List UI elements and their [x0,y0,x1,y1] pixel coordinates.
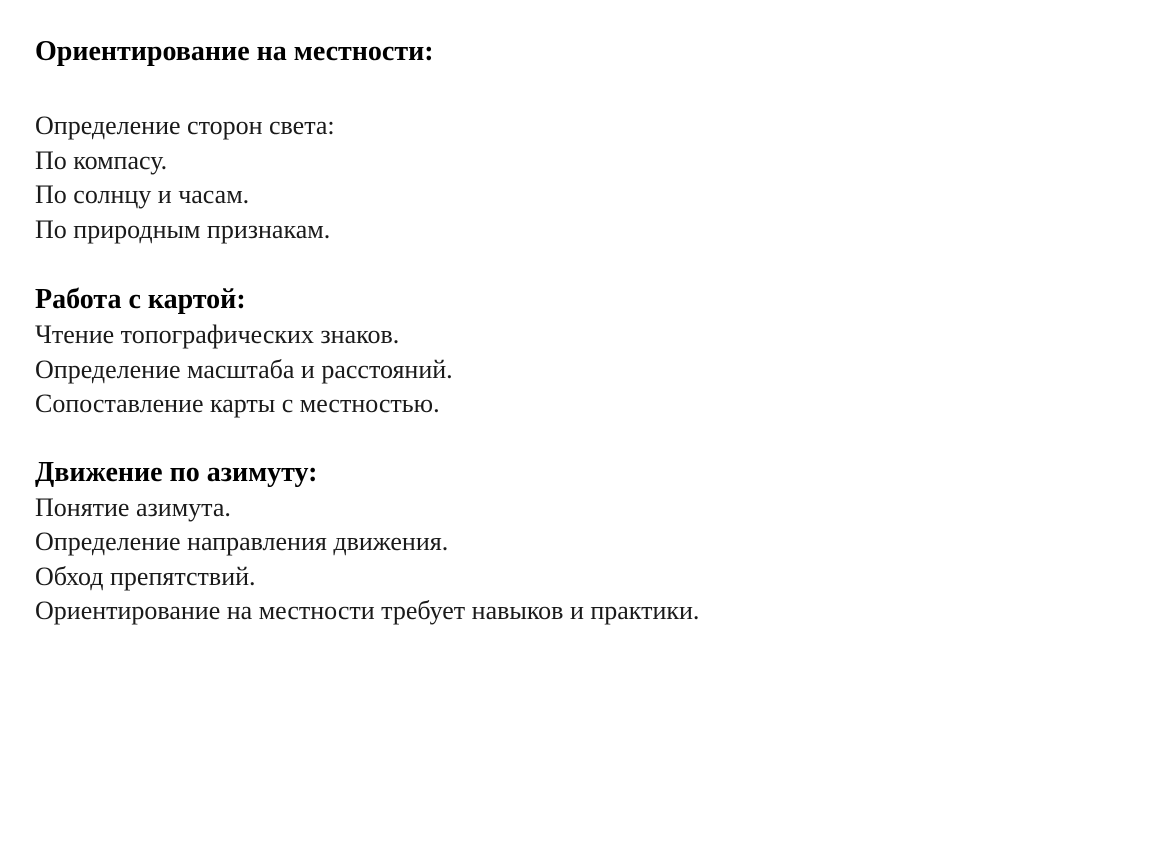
text-line: Понятие азимута. [35,492,231,522]
section-heading: Работа с картой: [35,284,246,315]
text-line: По компасу. [35,145,168,175]
text-line: Чтение топографических знаков. [35,320,400,349]
text-line: По солнцу и часам. [35,180,250,209]
section-cardinal-directions [35,109,1115,247]
text-line: Обход препятствий. [35,561,256,591]
text-line: Определение сторон света: [35,111,335,140]
spacer [35,422,1115,455]
section-azimuth-movement [35,455,1115,629]
section-heading: Движение по азимуту: [35,456,318,488]
page-title: Ориентирование на местности: [35,36,434,67]
text-line: Определение направления движения. [35,527,449,556]
text-line: По природным признакам. [35,214,331,244]
spacer [35,76,1115,109]
text-line: Ориентирование на местности требует навыков и практики. [35,596,700,625]
text-line: Сопоставление карты с местностью. [35,389,440,418]
spacer [35,247,1115,282]
section-map-work [35,282,1115,422]
text-line: Определение масштаба и расстояний. [35,354,453,384]
document-page [35,28,1115,629]
